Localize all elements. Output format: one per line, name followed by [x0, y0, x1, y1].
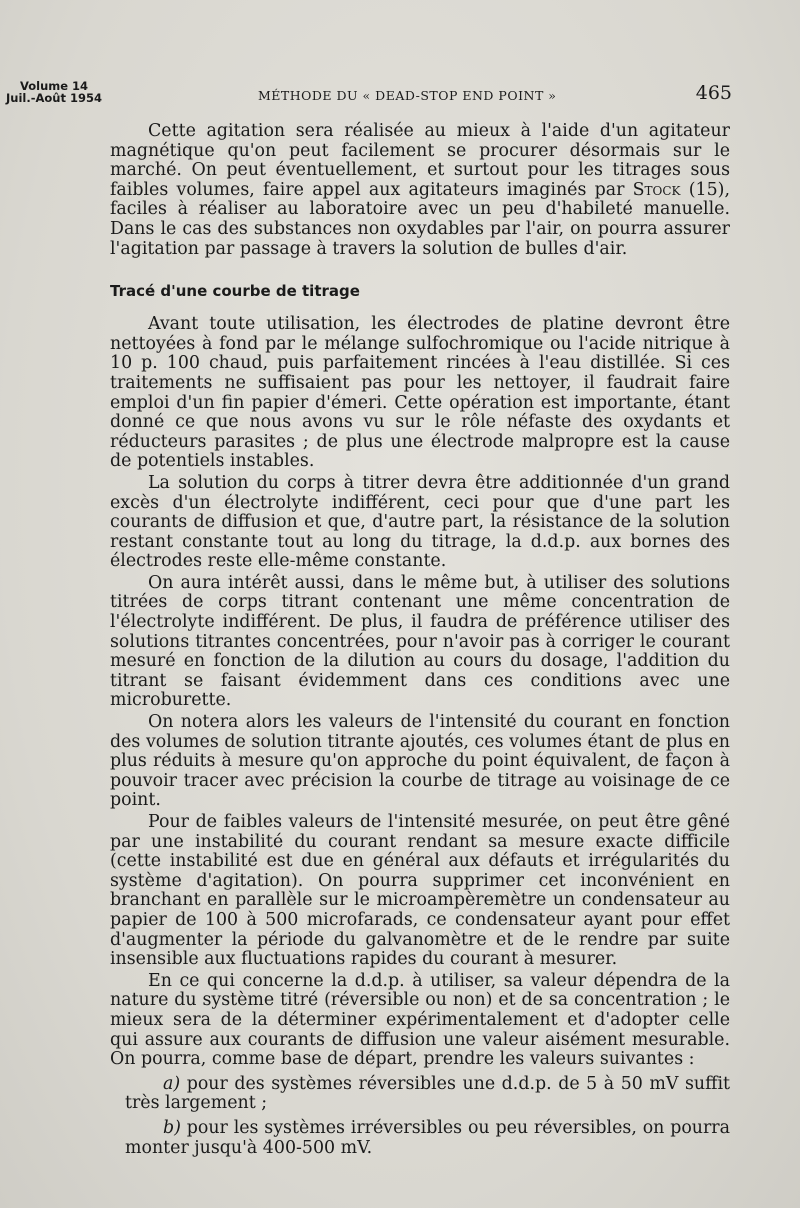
page-number: 465 — [695, 82, 732, 104]
volume-number: Volume 14 — [19, 79, 89, 93]
volume-info — [6, 80, 102, 104]
paragraph-instability: Pour de faibles valeurs de l'intensité mesurée, on peut être gêné par une instabilité du courant rendant sa mesure exacte difficile (cette instabilité est due en général aux défauts et irrégularités du système d'agitation). On pourra supprimer cet inconvénient en branchant en parallèle sur le microampèremètre un condensateur au papier de 100 à 500 microfarads, ce condensateur ayant pour effet d'augmenter la période du galvanomètre et de le rendre par suite insensible aux fluctuations rapides du courant à mesurer. — [110, 812, 730, 970]
paragraph-agitation: Cette agitation sera réalisée au mieux à l'aide d'un agitateur magnétique qu'on peut facilement se procurer désormais sur le marché. On peut éventuellement, et surtout pour les titrages sous faibles volumes, faire appel aux agitateurs imaginés par Stock (15), faciles à réaliser au laboratoire avec un peu d'habileté manuelle. Dans le cas des substances non oxydables par l'air, on pourra assurer l'agitation par passage à travers la solution de bulles d'air. — [110, 121, 730, 259]
author-name: Stock — [632, 179, 681, 200]
paragraph-titrant: On aura intérêt aussi, dans le même but, à utiliser des solutions titrées de corps titrant contenant une même concentration de l'électrolyte indifférent. De plus, il faudra de préférence utiliser des solutions titrantes concentrées, pour n'avoir pas à corriger le courant mesuré en fonction de la dilution au cours du dosage, l'addition du titrant se faisant évidemment dans ces conditions avec une microburette. — [110, 572, 730, 711]
list-item-b: b) pour les systèmes irréversibles ou peu réversibles, on pourra monter jusqu'à 400-500 mV. — [125, 1117, 730, 1158]
paragraph-ddp: En ce qui concerne la d.d.p. à utiliser, sa valeur dépendra de la nature du système titré (réversible ou non) et de sa concentration ; le mieux sera de la déterminer expérimentalement et d'adopter celle qui assure aux courants de diffusion une valeur aisément mesurable. On pourra, comme base de départ, prendre les valeurs suivantes : — [110, 970, 730, 1070]
list-item-a: a) pour des systèmes réversibles une d.d.p. de 5 à 50 mV suffit très largement ; — [125, 1073, 730, 1114]
body-text — [110, 122, 730, 1158]
paragraph-measurement: On notera alors les valeurs de l'intensité du courant en fonction des volumes de solution titrante ajoutés, ces volumes étant de plus en plus réduits à mesure qu'on approche du point équivalent, de façon à pouvoir tracer avec précision la courbe de titrage au voisinage de ce point. — [110, 712, 730, 811]
paragraph-electrodes: Avant toute utilisation, les électrodes de platine devront être nettoyées à fond par le mélange sulfochromique ou l'acide nitrique à 10 p. 100 chaud, puis parfaitement rincées à l'eau distillée. Si ces traitements ne suffisaient pas pour les nettoyer, il faudrait faire emploi d'un fin papier d'émeri. Cette opération est importante, étant donné ce que nous avons vu sur le rôle néfaste des oxydants et réducteurs parasites ; de plus une électrode malpropre est la cause de potentiels instables. — [110, 314, 730, 472]
item-label: b) — [163, 1117, 181, 1138]
item-label: a) — [163, 1073, 181, 1094]
issue-date: Juil.-Août 1954 — [6, 91, 102, 105]
paragraph-solution: La solution du corps à titrer devra être additionnée d'un grand excès d'un électrolyte indifférent, ceci pour que d'une part les courants de diffusion et que, d'autre part, la résistance de la solution restant constante tout au long du titrage, la d.d.p. aux bornes des électrodes reste elle-même constante. — [110, 472, 730, 572]
section-heading: Tracé d'une courbe de titrage — [110, 282, 360, 301]
running-title: MÉTHODE DU « DEAD-STOP END POINT » — [258, 88, 557, 103]
